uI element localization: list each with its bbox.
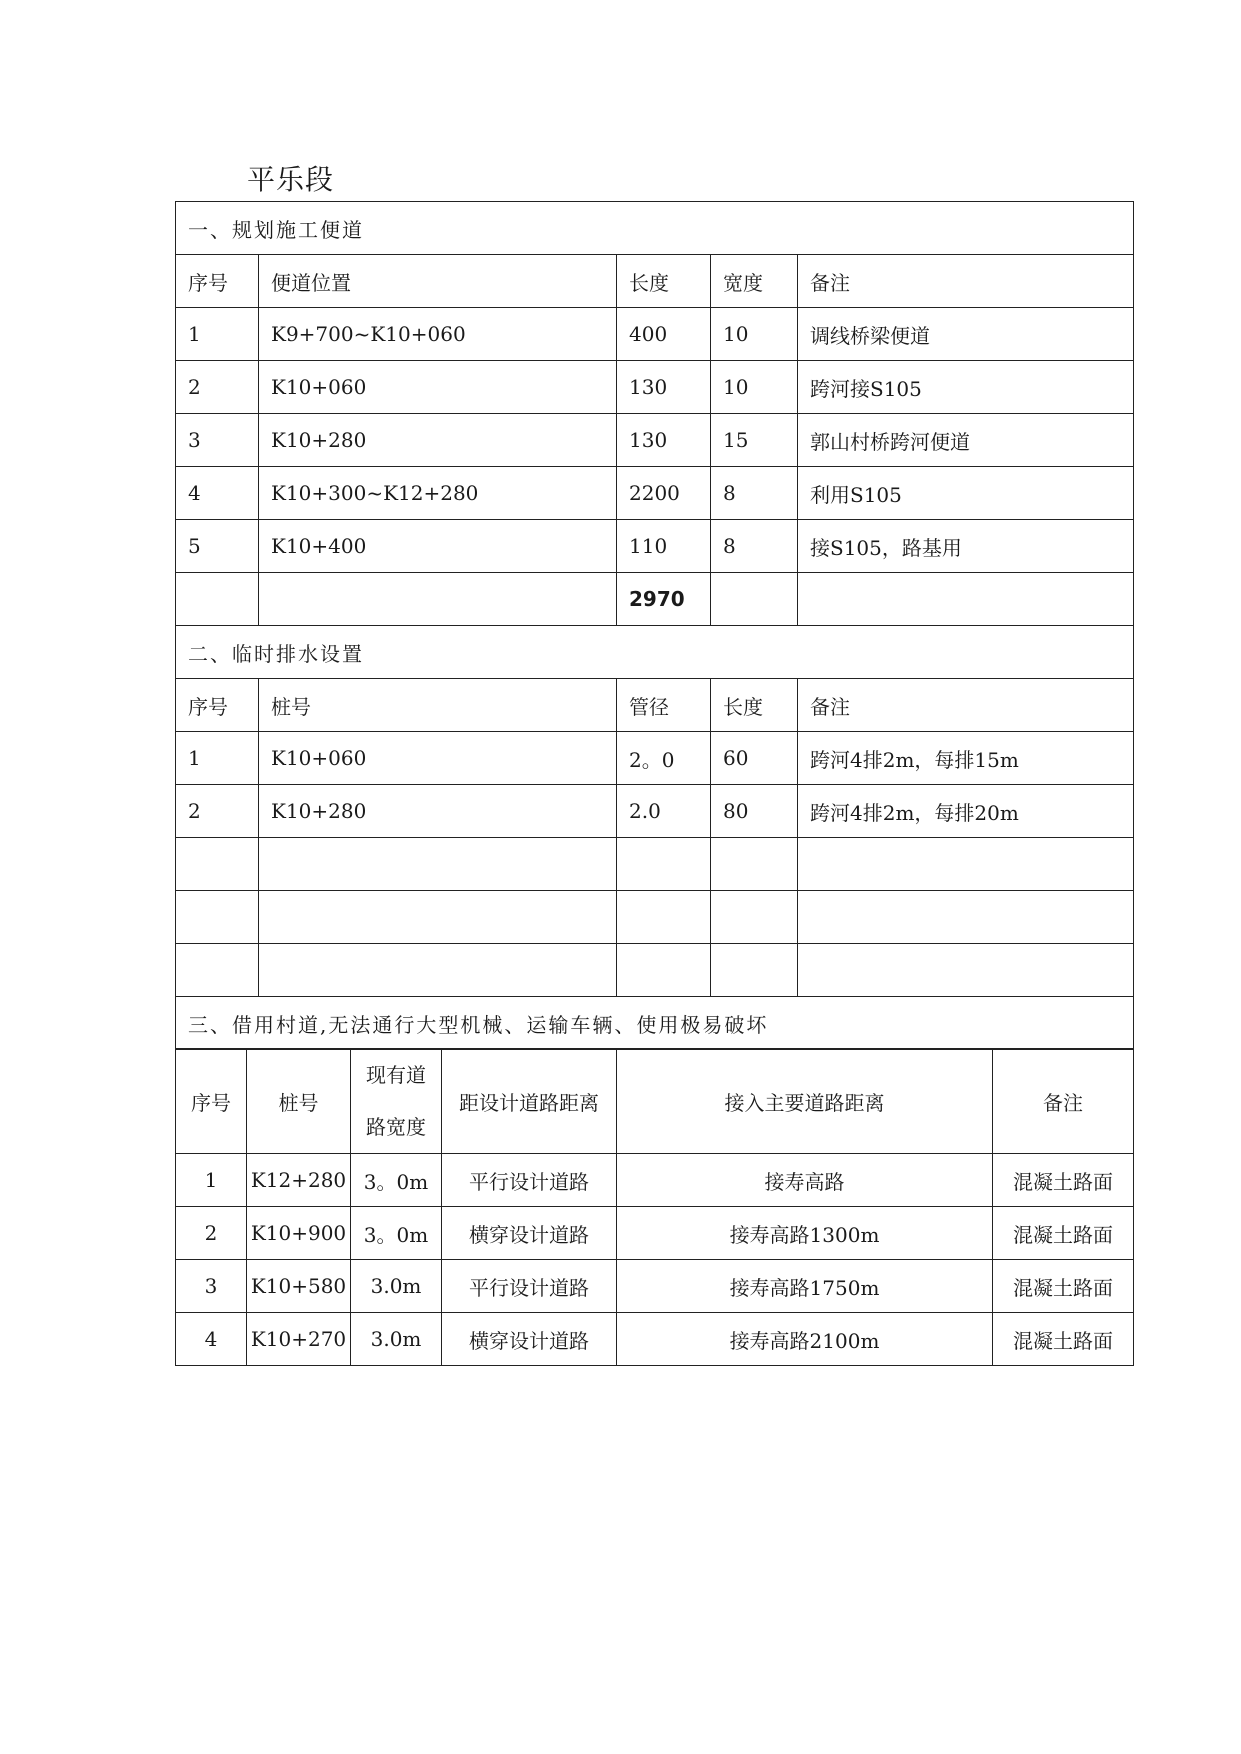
cell-index: 3 <box>176 414 259 467</box>
cell-remark: 跨河4排2m，每排15m <box>798 732 1134 785</box>
total-length: 2970 <box>617 573 711 626</box>
section1-header-row <box>176 255 1134 308</box>
cell-index: 4 <box>176 1313 247 1366</box>
cell-width: 10 <box>711 308 798 361</box>
cell-main-road-distance: 接寿高路 <box>617 1154 993 1207</box>
section-heading-row <box>176 997 1134 1050</box>
total-row <box>176 573 1134 626</box>
cell-stake: K10+580 <box>247 1260 351 1313</box>
cell-remark: 混凝土路面 <box>993 1154 1134 1207</box>
empty-cell <box>259 944 617 997</box>
cell-road-width: 3。0m <box>351 1207 442 1260</box>
header-cell: 距设计道路距离 <box>442 1049 617 1154</box>
header-cell: 便道位置 <box>259 255 617 308</box>
cell-remark: 郭山村桥跨河便道 <box>798 414 1134 467</box>
cell-index: 1 <box>176 308 259 361</box>
empty-cell <box>176 891 259 944</box>
header-cell: 接入主要道路距离 <box>617 1049 993 1154</box>
cell-stake: K10+280 <box>259 785 617 838</box>
table-row <box>176 785 1134 838</box>
header-cell: 桩号 <box>259 679 617 732</box>
cell-location: K10+400 <box>259 520 617 573</box>
cell-stake: K12+280 <box>247 1154 351 1207</box>
cell-width: 8 <box>711 520 798 573</box>
cell-length: 80 <box>711 785 798 838</box>
empty-cell <box>711 944 798 997</box>
header-cell: 现有道路宽度 <box>351 1049 442 1154</box>
empty-cell <box>617 891 711 944</box>
empty-cell <box>259 573 617 626</box>
table-row <box>176 414 1134 467</box>
cell-road-width: 3.0m <box>351 1260 442 1313</box>
cell-design-distance: 横穿设计道路 <box>442 1313 617 1366</box>
empty-cell <box>176 838 259 891</box>
cell-remark: 跨河4排2m，每排20m <box>798 785 1134 838</box>
empty-cell <box>617 944 711 997</box>
cell-remark: 调线桥梁便道 <box>798 308 1134 361</box>
cell-length: 130 <box>617 414 711 467</box>
cell-length: 60 <box>711 732 798 785</box>
section3-header-row <box>176 1049 1134 1154</box>
empty-cell <box>259 838 617 891</box>
header-cell: 桩号 <box>247 1049 351 1154</box>
cell-remark: 利用S105 <box>798 467 1134 520</box>
cell-stake: K10+900 <box>247 1207 351 1260</box>
cell-index: 1 <box>176 1154 247 1207</box>
empty-cell <box>259 891 617 944</box>
table-row <box>176 1207 1134 1260</box>
cell-stake: K10+270 <box>247 1313 351 1366</box>
empty-cell <box>711 838 798 891</box>
cell-location: K10+280 <box>259 414 617 467</box>
empty-cell <box>711 891 798 944</box>
cell-diameter: 2。0 <box>617 732 711 785</box>
cell-remark: 跨河接S105 <box>798 361 1134 414</box>
cell-width: 10 <box>711 361 798 414</box>
header-cell: 宽度 <box>711 255 798 308</box>
cell-diameter: 2.0 <box>617 785 711 838</box>
cell-length: 110 <box>617 520 711 573</box>
empty-cell <box>176 573 259 626</box>
cell-length: 400 <box>617 308 711 361</box>
table-row <box>176 361 1134 414</box>
section3-heading: 三、借用村道,无法通行大型机械、运输车辆、使用极易破坏 <box>176 997 1134 1050</box>
section-heading-row <box>176 626 1134 679</box>
cell-location: K9+700~K10+060 <box>259 308 617 361</box>
main-table <box>175 201 1134 1050</box>
cell-index: 2 <box>176 785 259 838</box>
cell-index: 5 <box>176 520 259 573</box>
header-cell: 备注 <box>798 679 1134 732</box>
header-cell: 长度 <box>617 255 711 308</box>
empty-cell <box>711 573 798 626</box>
cell-index: 4 <box>176 467 259 520</box>
cell-stake: K10+060 <box>259 732 617 785</box>
cell-main-road-distance: 接寿高路1300m <box>617 1207 993 1260</box>
cell-design-distance: 平行设计道路 <box>442 1154 617 1207</box>
header-cell: 长度 <box>711 679 798 732</box>
empty-cell <box>617 838 711 891</box>
cell-road-width: 3。0m <box>351 1154 442 1207</box>
header-cell: 备注 <box>993 1049 1134 1154</box>
cell-remark: 接S105，路基用 <box>798 520 1134 573</box>
cell-remark: 混凝土路面 <box>993 1260 1134 1313</box>
cell-length: 130 <box>617 361 711 414</box>
section2-header-row <box>176 679 1134 732</box>
page-title: 平乐段 <box>247 163 335 196</box>
cell-location: K10+060 <box>259 361 617 414</box>
section-heading-row <box>176 202 1134 255</box>
empty-row <box>176 838 1134 891</box>
cell-remark: 混凝土路面 <box>993 1207 1134 1260</box>
header-cell: 备注 <box>798 255 1134 308</box>
header-cell: 序号 <box>176 679 259 732</box>
table-row <box>176 308 1134 361</box>
empty-cell <box>798 573 1134 626</box>
empty-cell <box>176 944 259 997</box>
cell-main-road-distance: 接寿高路2100m <box>617 1313 993 1366</box>
cell-width: 8 <box>711 467 798 520</box>
table-row <box>176 1260 1134 1313</box>
cell-remark: 混凝土路面 <box>993 1313 1134 1366</box>
empty-cell <box>798 891 1134 944</box>
cell-width: 15 <box>711 414 798 467</box>
header-cell: 管径 <box>617 679 711 732</box>
cell-location: K10+300~K12+280 <box>259 467 617 520</box>
cell-index: 2 <box>176 1207 247 1260</box>
cell-index: 3 <box>176 1260 247 1313</box>
cell-main-road-distance: 接寿高路1750m <box>617 1260 993 1313</box>
empty-cell <box>798 944 1134 997</box>
header-cell: 序号 <box>176 1049 247 1154</box>
empty-cell <box>798 838 1134 891</box>
cell-design-distance: 横穿设计道路 <box>442 1207 617 1260</box>
cell-index: 2 <box>176 361 259 414</box>
section3-table <box>175 1048 1134 1366</box>
cell-road-width: 3.0m <box>351 1313 442 1366</box>
table-row <box>176 520 1134 573</box>
cell-length: 2200 <box>617 467 711 520</box>
cell-design-distance: 平行设计道路 <box>442 1260 617 1313</box>
table-row <box>176 1313 1134 1366</box>
section1-heading: 一、规划施工便道 <box>176 202 1134 255</box>
table-row <box>176 467 1134 520</box>
table-row <box>176 732 1134 785</box>
section2-heading: 二、临时排水设置 <box>176 626 1134 679</box>
empty-row <box>176 891 1134 944</box>
empty-row <box>176 944 1134 997</box>
header-cell: 序号 <box>176 255 259 308</box>
cell-index: 1 <box>176 732 259 785</box>
table-row <box>176 1154 1134 1207</box>
